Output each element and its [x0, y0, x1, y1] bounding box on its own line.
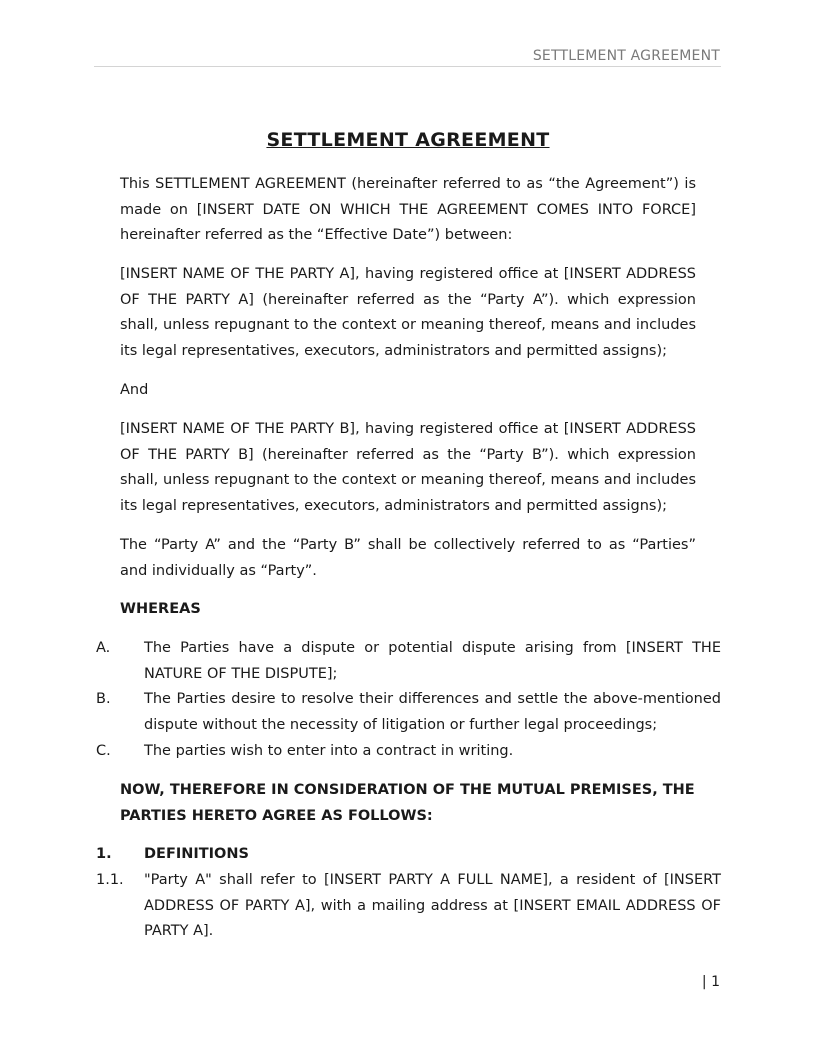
recital-marker: B. — [96, 691, 111, 707]
recital-text: The Parties have a dispute or potential dispute arising from [INSERT THE NATURE OF THE DISPUTE]; — [144, 640, 721, 682]
recital-item — [96, 687, 721, 738]
recital-marker: C. — [96, 743, 111, 759]
and-connector: And — [120, 382, 149, 398]
header-divider — [94, 66, 721, 67]
whereas-heading: WHEREAS — [120, 601, 201, 617]
clause-item — [96, 868, 721, 945]
recital-marker: A. — [96, 640, 111, 656]
clause-text: "Party A" shall refer to [INSERT PARTY A FULL NAME], a resident of [INSERT ADDRESS OF PARTY A], with a mailing address at [INSERT EMAIL ADDRESS OF PARTY A]. — [144, 872, 721, 940]
section-title: DEFINITIONS — [144, 846, 249, 862]
recital-text: The parties wish to enter into a contract in writing. — [144, 743, 514, 759]
now-therefore-clause: NOW, THEREFORE IN CONSIDERATION OF THE MUTUAL PREMISES, THE PARTIES HERETO AGREE AS FOLLOWS: — [120, 782, 695, 824]
recital-text: The Parties desire to resolve their differences and settle the above-mentioned dispute without the necessity of litigation or further legal proceedings; — [144, 691, 721, 733]
clause-number: 1.1. — [96, 872, 124, 888]
party-b-paragraph: [INSERT NAME OF THE PARTY B], having registered office at [INSERT ADDRESS OF THE PARTY B] (hereinafter referred as the “Party B”). which expression shall, unless repugnant to the context or meaning thereof, means and includes its legal representatives, executors, administrators and permitted assigns); — [120, 421, 696, 514]
section-number: 1. — [96, 846, 112, 862]
recital-item — [96, 739, 721, 765]
page-number: | 1 — [701, 974, 720, 990]
section-heading — [96, 842, 721, 868]
document-title: SETTLEMENT AGREEMENT — [266, 129, 550, 151]
party-a-paragraph: [INSERT NAME OF THE PARTY A], having registered office at [INSERT ADDRESS OF THE PARTY A] (hereinafter referred as the “Party A”). which expression shall, unless repugnant to the context or meaning thereof, means and includes its legal representatives, executors, administrators and permitted assigns); — [120, 266, 696, 359]
recital-item — [96, 636, 721, 687]
intro-paragraph: This SETTLEMENT AGREEMENT (hereinafter referred to as “the Agreement”) is made on [INSERT DATE ON WHICH THE AGREEMENT COMES INTO FORCE] hereinafter referred as the “Effective Date”) between: — [120, 176, 696, 244]
running-header: SETTLEMENT AGREEMENT — [532, 48, 720, 64]
collective-definition-paragraph: The “Party A” and the “Party B” shall be collectively referred to as “Parties” and individually as “Party”. — [120, 537, 696, 579]
